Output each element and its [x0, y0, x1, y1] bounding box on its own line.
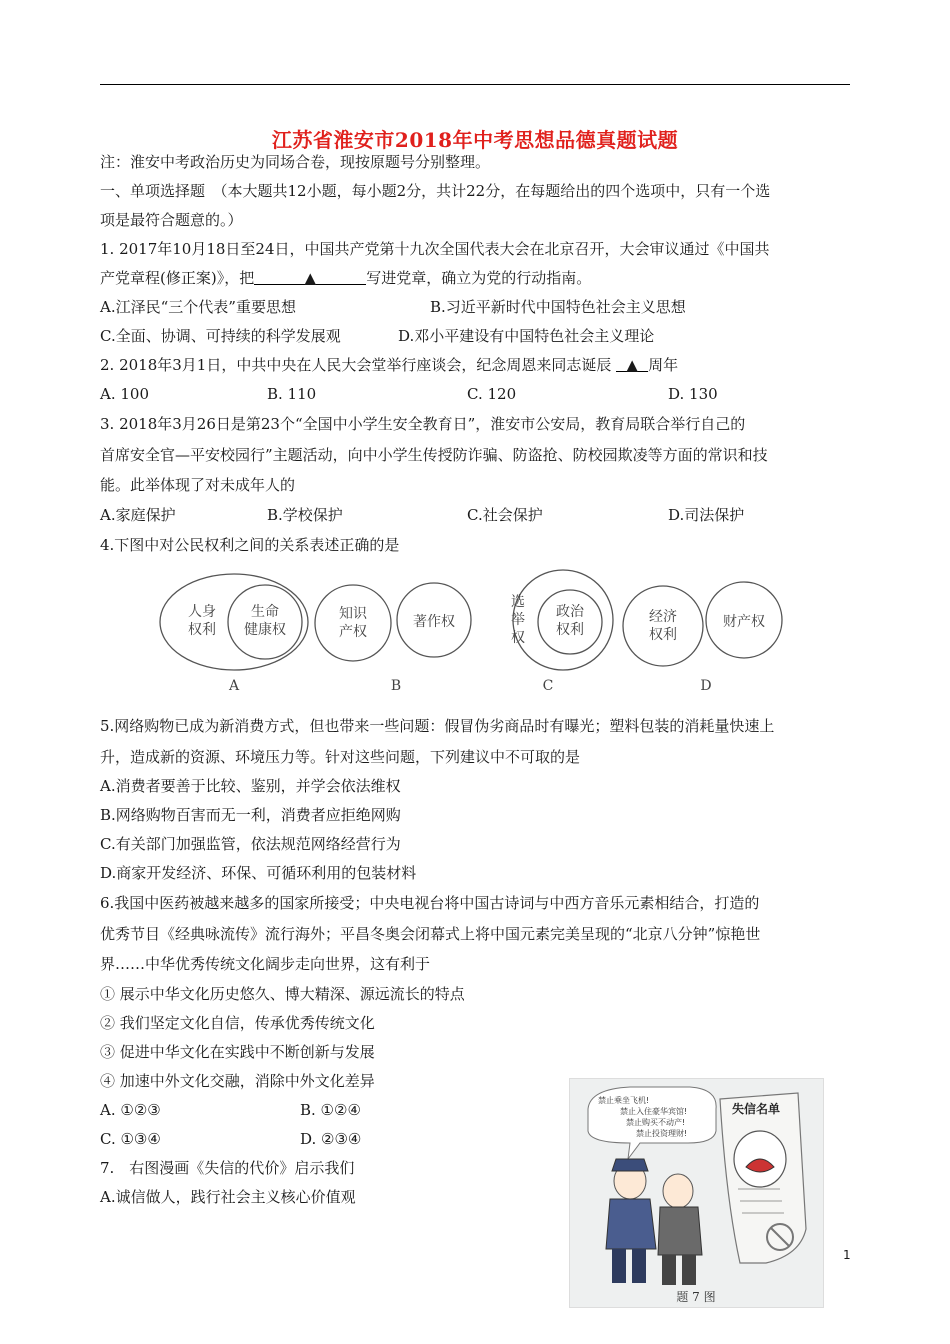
diagram-c-outer-label1: 选	[511, 594, 525, 610]
q6-stem-line3: 界……中华优秀传统文化阔步走向世界，这有利于	[100, 955, 431, 973]
diagram-a	[160, 574, 308, 694]
person-leg-left	[662, 1255, 676, 1285]
diagram-b-left-label1: 知识	[339, 606, 367, 622]
diagram-c-letter: C	[542, 678, 554, 694]
diagram-c-outer-label3: 权	[511, 630, 525, 646]
page-number: 1	[843, 1248, 851, 1262]
person-body	[658, 1207, 702, 1255]
q5-option-c: C.有关部门加强监管，依法规范网络经营行为	[100, 835, 401, 853]
q3-stem-line2: 首席安全官—平安校园行”主题活动，向中小学生传授防诈骗、防盗抢、防校园欺凌等方面的常识和技	[100, 446, 768, 464]
diagram-c-outer	[513, 570, 613, 670]
q7-stem: 7. 右图漫画《失信的代价》启示我们	[100, 1159, 355, 1177]
header-rule	[100, 84, 850, 85]
scroll-banner: 失信名单	[732, 1102, 781, 1116]
diagram-b-left-label2: 产权	[339, 624, 367, 640]
q5-stem-line2: 升，造成新的资源、环境压力等。针对这些问题，下列建议中不可取的是	[100, 748, 581, 766]
officer-leg-left	[612, 1249, 626, 1283]
q6-stem-line2: 优秀节目《经典咏流传》流行海外；平昌冬奥会闭幕式上将中国元素完美呈现的“北京八分钟”惊艳世	[100, 925, 761, 943]
diagram-c-outer-label2: 举	[511, 612, 525, 628]
q2-option-a: A. 100	[100, 385, 149, 403]
q1-option-c: C.全面、协调、可持续的科学发展观	[100, 327, 341, 345]
page-title: 江苏省淮安市2018年中考思想品德真题试题	[271, 128, 679, 152]
q6-option-d: D. ②③④	[300, 1130, 362, 1148]
q2-blank: ▲	[616, 355, 648, 372]
diagram-a-outer-label2: 权利	[188, 622, 216, 638]
diagram-c	[511, 570, 613, 694]
section-heading-line2: 项是最符合题意的。）	[100, 211, 243, 229]
q6-item-3: ③ 促进中华文化在实践中不断创新与发展	[100, 1043, 375, 1061]
q6-option-a: A. ①②③	[100, 1101, 161, 1119]
person-head	[663, 1174, 693, 1208]
q4-stem: 4.下图中对公民权利之间的关系表述正确的是	[100, 536, 400, 554]
q3-option-d: D.司法保护	[668, 506, 745, 524]
q5-option-d: D.商家开发经济、环保、可循环利用的包装材料	[100, 864, 417, 882]
diagram-d-right-label: 财产权	[723, 614, 765, 630]
diagram-b-letter: B	[390, 678, 402, 694]
q2-stem-tail: 周年	[648, 356, 679, 374]
officer-body	[606, 1199, 656, 1249]
diagram-b	[315, 583, 471, 694]
q6-option-b: B. ①②④	[300, 1101, 361, 1119]
figure-caption: 题 7 图	[676, 1290, 716, 1304]
diagram-b-right-label: 著作权	[413, 614, 455, 630]
diagram-c-inner-label2: 权利	[556, 622, 584, 638]
q6-item-2: ② 我们坚定文化自信，传承优秀传统文化	[100, 1014, 375, 1032]
q3-stem-line3: 能。此举体现了对未成年人的	[100, 476, 296, 494]
q6-stem-line1: 6.我国中医药被越来越多的国家所接受；中央电视台将中国古诗词与中西方音乐元素相结合，打造的	[100, 894, 760, 912]
cartoon-illustration	[570, 1079, 823, 1307]
officer-leg-right	[632, 1249, 646, 1283]
cartoon-figure	[569, 1078, 824, 1308]
diagram-d-left-label2: 权利	[649, 627, 677, 643]
q2-stem	[100, 355, 678, 375]
q3-option-c: C.社会保护	[467, 506, 543, 524]
rights-diagram	[150, 560, 790, 700]
q1-stem-line2	[100, 268, 591, 288]
q2-option-c: C. 120	[467, 385, 517, 403]
q1-stem-part1: 产党章程(修正案)》，把	[100, 269, 255, 287]
q6-item-1: ① 展示中华文化历史悠久、博大精深、源远流长的特点	[100, 985, 465, 1003]
diagram-a-letter: A	[228, 678, 240, 694]
q5-option-b: B.网络购物百害而无一利，消费者应拒绝网购	[100, 806, 401, 824]
diagram-d-left-circle	[623, 586, 703, 666]
diagram-a-inner-label2: 健康权	[244, 622, 286, 638]
diagram-d	[623, 582, 782, 694]
diagram-d-letter: D	[700, 678, 712, 694]
q5-stem-line1: 5.网络购物已成为新消费方式，但也带来一些问题：假冒伪劣商品时有曝光；塑料包装的消耗量快速上	[100, 717, 775, 735]
bubble-line-2: 禁止入住豪华宾馆!	[620, 1107, 688, 1116]
q1-stem-part2: 写进党章，确立为党的行动指南。	[366, 269, 592, 287]
q5-option-a: A.消费者要善于比较、鉴别，并学会依法维权	[100, 777, 401, 795]
q6-item-4: ④ 加速中外文化交融，消除中外文化差异	[100, 1072, 375, 1090]
q3-stem-line1: 3. 2018年3月26日是第23个“全国中小学生安全教育日”，淮安市公安局，教育局联合举行自己的	[100, 415, 746, 433]
bubble-line-4: 禁止投资理财!	[636, 1129, 688, 1138]
note: 注：淮安中考政治历史为同场合卷，现按原题号分别整理。	[100, 153, 491, 171]
diagram-d-left-label1: 经济	[649, 609, 677, 625]
q1-stem-line1: 1. 2017年10月18日至24日，中国共产党第十九次全国代表大会在北京召开，大会审议通过《中国共	[100, 240, 770, 258]
bubble-line-1: 禁止乘坐飞机!	[598, 1096, 650, 1105]
diagram-a-inner-label1: 生命	[251, 604, 279, 620]
q2-stem-text: 2. 2018年3月1日，中共中央在人民大会堂举行座谈会，纪念周恩来同志诞辰	[100, 356, 612, 374]
diagram-b-left-circle	[315, 585, 391, 661]
person-leg-right	[682, 1255, 696, 1285]
officer-cap-icon	[612, 1159, 648, 1171]
q1-blank: ▲	[254, 268, 366, 285]
bubble-line-3: 禁止购买不动产!	[626, 1118, 686, 1127]
q1-option-a: A.江泽民“三个代表”重要思想	[100, 298, 296, 316]
q2-option-b: B. 110	[267, 385, 317, 403]
diagram-a-outer-label1: 人身	[188, 604, 216, 620]
q3-option-b: B.学校保护	[267, 506, 343, 524]
q1-option-d: D.邓小平建设有中国特色社会主义理论	[398, 327, 655, 345]
q1-option-b: B.习近平新时代中国特色社会主义思想	[430, 298, 686, 316]
q6-option-c: C. ①③④	[100, 1130, 161, 1148]
diagram-c-inner-label1: 政治	[556, 604, 584, 620]
q3-option-a: A.家庭保护	[100, 506, 176, 524]
q7-option-a: A.诚信做人，践行社会主义核心价值观	[100, 1188, 356, 1206]
section-heading-line1: 一、单项选择题 （本大题共12小题，每小题2分，共计22分，在每题给出的四个选项中，只有一个选	[100, 182, 771, 200]
q2-option-d: D. 130	[668, 385, 718, 403]
